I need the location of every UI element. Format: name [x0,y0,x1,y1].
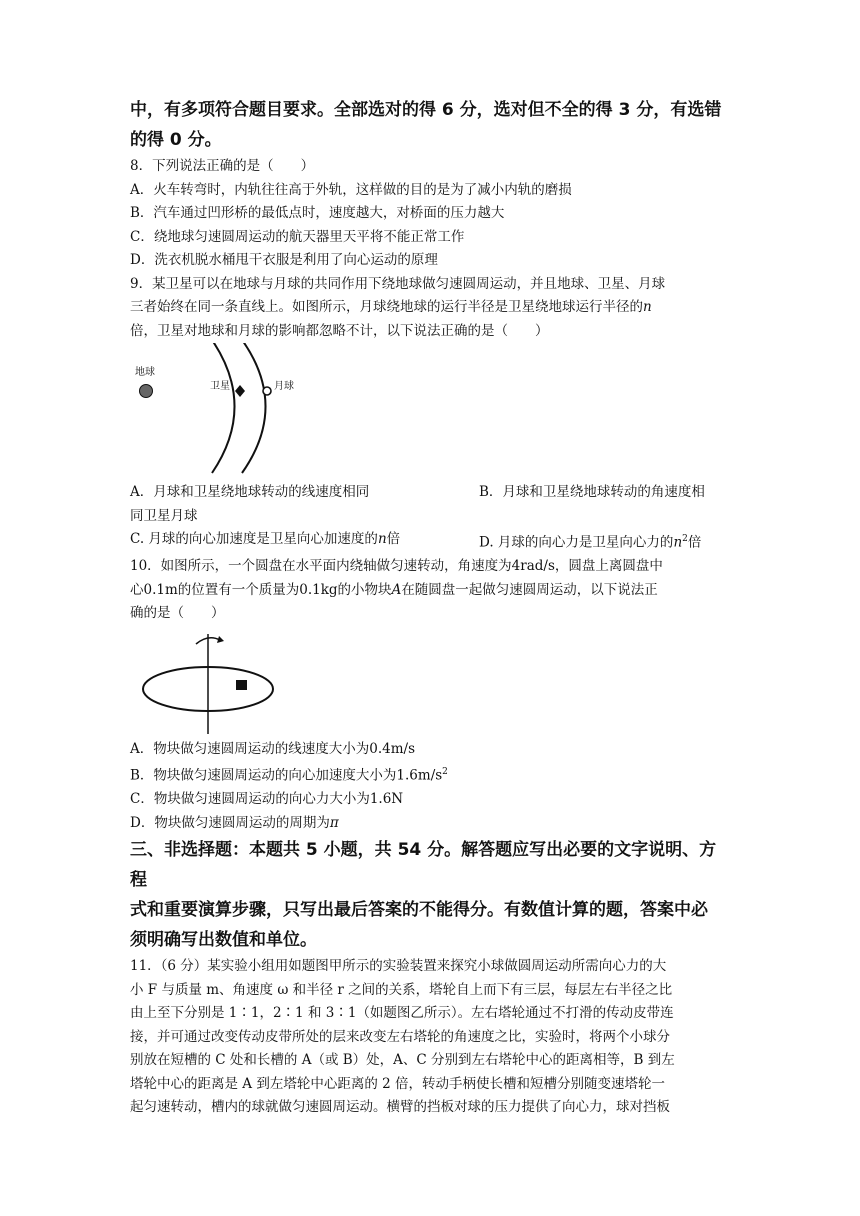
moon-dot [263,387,271,395]
q10-stem-line: 心0.1m的位置有一个质量为0.1kg的小物块A在随圆盘一起做匀速圆周运动，以下说法正 [130,581,658,598]
q9-option-d: D. 月球的向心力是卫星向心力的$n^2$倍 [479,534,702,551]
q10-stem-line: 确的是（ ） [130,605,225,621]
satellite-label: 卫星 [210,381,230,392]
q10-stem-line: 10．如图所示，一个圆盘在水平面内绕轴做匀速转动，角速度为4rad/s，圆盘上离圆盘中 [130,558,663,574]
q9-options-row [130,481,730,505]
q9-stem-line: 9．某卫星可以在地球与月球的共同作用下绕地球做匀速圆周运动，并且地球、卫星、月球 [130,275,666,292]
rotating-disk-figure [130,626,730,738]
earth-satellite-moon-figure [130,343,730,481]
earth-dot [140,385,153,398]
q8-option-a: A．火车转弯时，内轨往往高于外轨，这样做的目的是为了减小内轨的磨损 [130,181,572,198]
q9-option-b-wrap: 同卫星月球 [130,507,198,524]
satellite-dot [235,385,245,397]
q9-stem-line: 倍，卫星对地球和月球的影响都忽略不计，以下说法正确的是（ ） [130,322,549,339]
q8-option-c: C．绕地球匀速圆周运动的航天器里天平将不能正常工作 [130,228,465,245]
q9-option-a: A．月球和卫星绕地球转动的线速度相同 [130,484,370,500]
q8-option-b: B．汽车通过凹形桥的最低点时，速度越大，对桥面的压力越大 [130,205,505,221]
q11-line: 由上至下分别是 1∶1，2∶1 和 3∶1（如题图乙所示）。左右塔轮通过不打滑的传动皮带连 [130,1005,674,1021]
q9-option-c: C. 月球的向心加速度是卫星向心加速度的n倍 [130,531,401,547]
q11-line: 小 F 与质量 m、角速度 ω 和半径 r 之间的关系，塔轮自上而下有三层，每层左右半径之比 [130,981,673,998]
q9-stem-line: 三者始终在同一条直线上。如图所示，月球绕地球的运行半径是卫星绕地球运行半径的n [130,299,652,315]
disk-diagram [130,626,730,738]
section3-heading: 须明确写出数值和单位。 [130,930,317,950]
q9-options-row [130,528,730,555]
exam-page [130,95,730,1120]
section-instruction-line: 的得 0 分。 [130,130,222,150]
block-a [236,680,247,690]
section3-heading: 式和重要演算步骤，只写出最后答案的不能得分。有数值计算的题，答案中必 [130,900,708,920]
q11-line: 11．（6 分）某实验小组用如题图甲所示的实验装置来探究小球做圆周运动所需向心力的大 [130,958,667,974]
q11-line: 塔轮中心的距离是 A 到左塔轮中心距离的 2 倍，转动手柄使长槽和短槽分别随变速塔轮一 [130,1075,666,1092]
q9-option-b: B．月球和卫星绕地球转动的角速度相 [479,484,705,500]
q10-option-d: D．物块做匀速圆周运动的周期为π [130,814,339,831]
q10-option-b: B．物块做匀速圆周运动的向心加速度大小为$1.6m/s^2$ [130,767,448,784]
section3-heading: 三、非选择题：本题共 5 小题，共 54 分。解答题应写出必要的文字说明、方程 [130,840,717,890]
q10-option-c: C．物块做匀速圆周运动的向心力大小为1.6N [130,791,404,807]
q11-line: 接，并可通过改变传动皮带所处的层来改变左右塔轮的角速度之比，实验时，将两个小球分 [130,1028,670,1045]
q11-line: 起匀速转动，槽内的球就做匀速圆周运动。横臂的挡板对球的压力提供了向心力，球对挡板 [130,1099,670,1115]
q8-option-d: D．洗衣机脱水桶甩干衣服是利用了向心运动的原理 [130,252,438,268]
orbit-diagram [130,343,730,481]
q8-stem: 8．下列说法正确的是（ ） [130,158,315,174]
section-instruction-line: 中，有多项符合题目要求。全部选对的得 6 分，选对但不全的得 3 分，有选错 [130,100,722,120]
moon-label: 月球 [274,381,294,392]
q11-line: 别放在短槽的 C 处和长槽的 A（或 B）处，A、C 分别到左右塔轮中心的距离相等，B 到左 [130,1052,675,1068]
earth-label: 地球 [135,367,155,378]
q10-option-a: A．物块做匀速圆周运动的线速度大小为0.4m/s [130,740,415,757]
